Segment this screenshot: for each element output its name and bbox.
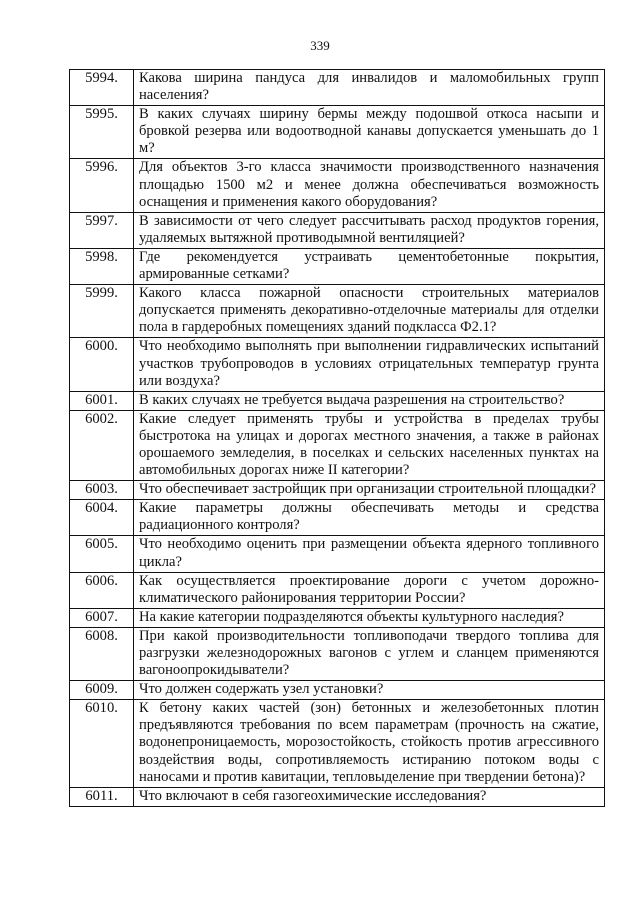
question-number: 6001. bbox=[70, 391, 134, 410]
questions-table bbox=[69, 69, 605, 807]
table-row bbox=[70, 500, 605, 536]
question-number: 6006. bbox=[70, 572, 134, 608]
question-number: 5999. bbox=[70, 285, 134, 338]
question-number: 6004. bbox=[70, 500, 134, 536]
table-row bbox=[70, 572, 605, 608]
question-text: Какова ширина пандуса для инвалидов и маломобильных групп населения? bbox=[134, 70, 605, 106]
question-number: 5995. bbox=[70, 106, 134, 159]
table-row bbox=[70, 285, 605, 338]
question-number: 6002. bbox=[70, 410, 134, 480]
table-row bbox=[70, 700, 605, 787]
question-text: Что необходимо оценить при размещении объекта ядерного топливного цикла? bbox=[134, 536, 605, 572]
question-text: В зависимости от чего следует рассчитывать расход продуктов горения, удаляемых вытяжной противодымной вентиляцией? bbox=[134, 212, 605, 248]
table-row bbox=[70, 536, 605, 572]
table-row bbox=[70, 338, 605, 391]
question-text: Что необходимо выполнять при выполнении гидравлических испытаний участков трубопроводов в условиях отрицательных температур грунта или воздуха? bbox=[134, 338, 605, 391]
question-text: Что включают в себя газогеохимические исследования? bbox=[134, 787, 605, 806]
question-text: Как осуществляется проектирование дороги с учетом дорожно-климатического районирования территории России? bbox=[134, 572, 605, 608]
page-number: 339 bbox=[310, 38, 330, 53]
question-number: 6010. bbox=[70, 700, 134, 787]
question-text: Какие следует применять трубы и устройства в пределах трубы быстротока на улицах и дорогах местного значения, а также в районах орошаемого земледелия, в поселках и сельских населенных пунктах на автомобильных дорогах ниже II категории? bbox=[134, 410, 605, 480]
question-number: 6008. bbox=[70, 627, 134, 680]
question-number: 5998. bbox=[70, 248, 134, 284]
question-number: 6007. bbox=[70, 608, 134, 627]
table-row bbox=[70, 410, 605, 480]
question-text: Какого класса пожарной опасности строительных материалов допускается применять декоративно-отделочные материалы для отделки пола в гардеробных помещениях зданий подкласса Ф2.1? bbox=[134, 285, 605, 338]
question-number: 6011. bbox=[70, 787, 134, 806]
table-row bbox=[70, 159, 605, 212]
question-number: 6005. bbox=[70, 536, 134, 572]
table-row bbox=[70, 106, 605, 159]
question-number: 6000. bbox=[70, 338, 134, 391]
question-text: При какой производительности топливоподачи твердого топлива для разгрузки железнодорожных вагонов с углем и сланцем применяются вагоноопрокидыватели? bbox=[134, 627, 605, 680]
table-row bbox=[70, 212, 605, 248]
question-number: 6009. bbox=[70, 681, 134, 700]
table-row bbox=[70, 787, 605, 806]
table-row bbox=[70, 481, 605, 500]
question-text: Где рекомендуется устраивать цементобетонные покрытия, армированные сетками? bbox=[134, 248, 605, 284]
table-row bbox=[70, 627, 605, 680]
table-row bbox=[70, 681, 605, 700]
question-text: На какие категории подразделяются объекты культурного наследия? bbox=[134, 608, 605, 627]
question-number: 5994. bbox=[70, 70, 134, 106]
questions-table-body bbox=[70, 70, 605, 807]
table-row bbox=[70, 248, 605, 284]
table-row bbox=[70, 391, 605, 410]
question-text: Что обеспечивает застройщик при организации строительной площадки? bbox=[134, 481, 605, 500]
table-row bbox=[70, 608, 605, 627]
question-text: В каких случаях не требуется выдача разрешения на строительство? bbox=[134, 391, 605, 410]
table-row bbox=[70, 70, 605, 106]
question-number: 5997. bbox=[70, 212, 134, 248]
question-text: Что должен содержать узел установки? bbox=[134, 681, 605, 700]
question-text: Для объектов 3-го класса значимости производственного назначения площадью 1500 м2 и менее должна обеспечиваться возможность оснащения и применения какого оборудования? bbox=[134, 159, 605, 212]
question-text: В каких случаях ширину бермы между подошвой откоса насыпи и бровкой резерва или водоотводной канавы допускается уменьшать до 1 м? bbox=[134, 106, 605, 159]
question-text: К бетону каких частей (зон) бетонных и железобетонных плотин предъявляются требования по всем параметрам (прочность на сжатие, водонепроницаемость, морозостойкость, стойкость против агрессивного воздействия воды, сопротивляемость истиранию потоком воды с наносами и против кавитации, тепловыделение при твердении бетона)? bbox=[134, 700, 605, 787]
question-number: 5996. bbox=[70, 159, 134, 212]
question-text: Какие параметры должны обеспечивать методы и средства радиационного контроля? bbox=[134, 500, 605, 536]
question-number: 6003. bbox=[70, 481, 134, 500]
